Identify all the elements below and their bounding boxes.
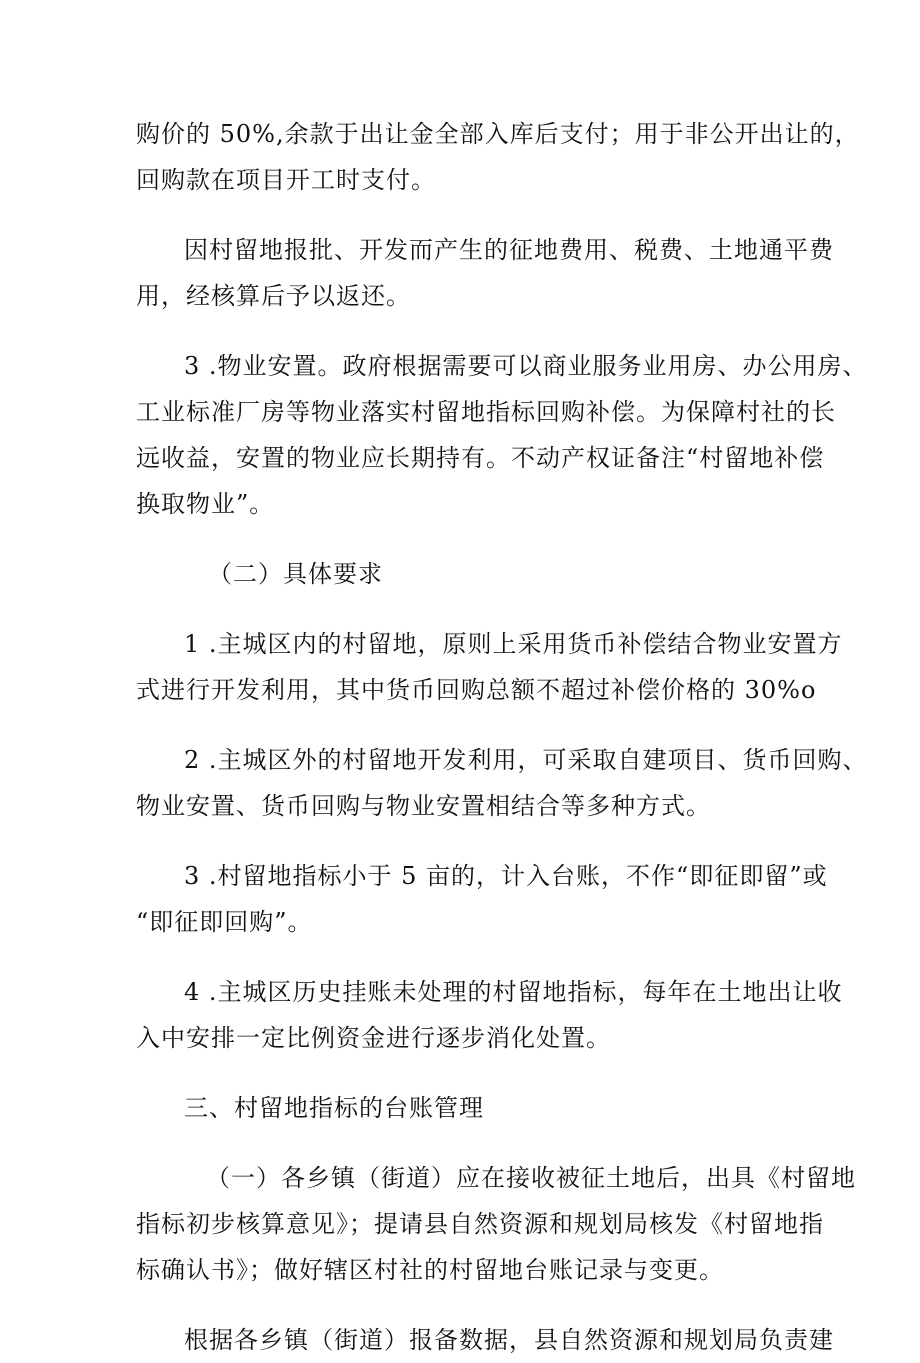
paragraph bbox=[136, 969, 843, 1061]
paragraph bbox=[136, 1317, 834, 1363]
paragraph-gap bbox=[136, 829, 796, 853]
text-line: 3 .物业安置。政府根据需要可以商业服务业用房、办公用房、 bbox=[184, 352, 868, 380]
text-line: 根据各乡镇（街道）报备数据，县自然资源和规划局负责建 bbox=[184, 1326, 834, 1354]
paragraph-gap bbox=[136, 597, 796, 621]
paragraph-gap bbox=[136, 203, 796, 227]
text-line: 标确认书》；做好辖区村社的村留地台账记录与变更。 bbox=[136, 1256, 724, 1284]
document-body bbox=[136, 111, 868, 1363]
paragraph bbox=[136, 551, 796, 597]
text-line: 3 .村留地指标小于 5 亩的，计入台账，不作“即征即留”或 bbox=[184, 862, 828, 890]
text-line: 入中安排一定比例资金进行逐步消化处置。 bbox=[136, 1024, 611, 1052]
text-line: 因村留地报批、开发而产生的征地费用、税费、土地通平费 bbox=[184, 236, 834, 264]
text-line: 指标初步核算意见》；提请县自然资源和规划局核发《村留地指 bbox=[136, 1210, 824, 1238]
paragraph bbox=[136, 111, 860, 203]
text-line: 远收益，安置的物业应长期持有。不动产权证备注“村留地补偿 bbox=[136, 444, 825, 472]
text-line: 用，经核算后予以返还。 bbox=[136, 282, 411, 310]
text-line: 购价的 50%,余款于出让金全部入库后支付；用于非公开出让的， bbox=[136, 120, 860, 148]
paragraph bbox=[136, 737, 868, 829]
text-line: 1 .主城区内的村留地，原则上采用货币补偿结合物业安置方 bbox=[184, 630, 843, 658]
text-line: 4 .主城区历史挂账未处理的村留地指标，每年在土地出让收 bbox=[184, 978, 843, 1006]
text-line: （二）具体要求 bbox=[208, 560, 383, 588]
text-line: 换取物业”。 bbox=[136, 490, 275, 518]
paragraph-gap bbox=[136, 527, 796, 551]
paragraph-gap bbox=[136, 713, 796, 737]
paragraph-gap bbox=[136, 1293, 796, 1317]
text-line: 式进行开发利用，其中货币回购总额不超过补偿价格的 30%o bbox=[136, 676, 817, 704]
text-line: 2 .主城区外的村留地开发利用，可采取自建项目、货币回购、 bbox=[184, 746, 868, 774]
text-line: 回购款在项目开工时支付。 bbox=[136, 166, 436, 194]
paragraph bbox=[136, 1155, 856, 1293]
paragraph-gap bbox=[136, 319, 796, 343]
paragraph-gap bbox=[136, 1061, 796, 1085]
text-line: 物业安置、货币回购与物业安置相结合等多种方式。 bbox=[136, 792, 711, 820]
text-line: 三、村留地指标的台账管理 bbox=[184, 1094, 484, 1122]
paragraph bbox=[136, 1085, 796, 1131]
paragraph bbox=[136, 343, 868, 527]
paragraph bbox=[136, 853, 828, 945]
text-line: “即征即回购”。 bbox=[136, 908, 313, 936]
paragraph bbox=[136, 227, 834, 319]
paragraph-gap bbox=[136, 945, 796, 969]
text-line: 工业标准厂房等物业落实村留地指标回购补偿。为保障村社的长 bbox=[136, 398, 836, 426]
paragraph bbox=[136, 621, 843, 713]
paragraph-gap bbox=[136, 1131, 796, 1155]
text-line: （一）各乡镇（街道）应在接收被征土地后，出具《村留地 bbox=[206, 1164, 856, 1192]
